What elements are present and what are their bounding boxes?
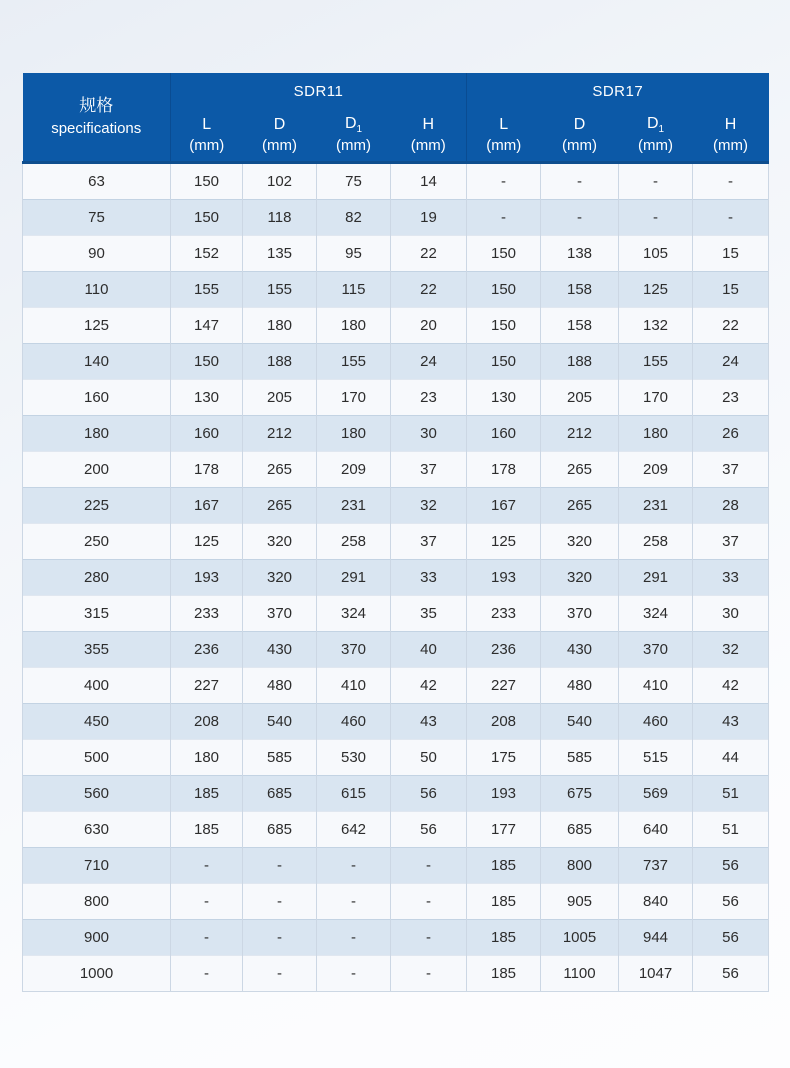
cell-sdr17-d1: 155 [619,344,693,380]
cell-sdr17-l: 150 [467,236,541,272]
table-row [23,380,769,416]
cell-sdr11-h: 42 [391,668,467,704]
spec-cell: 225 [23,488,171,524]
cell-sdr17-d1: 209 [619,452,693,488]
cell-sdr11-h: 24 [391,344,467,380]
cell-sdr11-l: 185 [171,812,243,848]
spec-header-chinese: 规格 [79,95,114,115]
spec-cell: 110 [23,272,171,308]
cell-sdr17-d1: 737 [619,848,693,884]
spec-cell: 400 [23,668,171,704]
cell-sdr11-l: 130 [171,380,243,416]
cell-sdr17-d1: 324 [619,596,693,632]
cell-sdr11-d1: 324 [317,596,391,632]
cell-sdr17-d1: 231 [619,488,693,524]
table-row [23,452,769,488]
cell-sdr11-d1: 95 [317,236,391,272]
cell-sdr17-h: 42 [693,668,769,704]
cell-sdr11-d1: 75 [317,163,391,200]
cell-sdr11-d1: 258 [317,524,391,560]
cell-sdr11-l: 185 [171,776,243,812]
cell-sdr17-l: 125 [467,524,541,560]
table-body [23,163,769,992]
cell-sdr17-d1: 640 [619,812,693,848]
table-row [23,740,769,776]
column-header-sdr17-d: D (mm) [541,109,619,163]
cell-sdr17-d1: 569 [619,776,693,812]
cell-sdr11-l: 160 [171,416,243,452]
cell-sdr17-d: 212 [541,416,619,452]
cell-sdr11-d1: 615 [317,776,391,812]
cell-sdr17-l: 160 [467,416,541,452]
cell-sdr17-l: - [467,163,541,200]
cell-sdr11-l: - [171,848,243,884]
table-row [23,524,769,560]
cell-sdr17-h: 56 [693,848,769,884]
cell-sdr11-d1: 370 [317,632,391,668]
cell-sdr17-h: 44 [693,740,769,776]
cell-sdr17-l: 208 [467,704,541,740]
cell-sdr11-h: - [391,884,467,920]
table-row [23,776,769,812]
cell-sdr17-l: 175 [467,740,541,776]
cell-sdr11-d1: - [317,884,391,920]
cell-sdr17-d1: 258 [619,524,693,560]
table-row [23,596,769,632]
cell-sdr11-h: 35 [391,596,467,632]
cell-sdr17-l: 178 [467,452,541,488]
cell-sdr11-d1: - [317,848,391,884]
cell-sdr17-d1: 125 [619,272,693,308]
cell-sdr17-l: 193 [467,560,541,596]
cell-sdr11-h: 22 [391,272,467,308]
cell-sdr17-d: 675 [541,776,619,812]
cell-sdr11-l: 227 [171,668,243,704]
cell-sdr17-h: 24 [693,344,769,380]
cell-sdr11-h: 19 [391,200,467,236]
cell-sdr17-l: 150 [467,308,541,344]
cell-sdr17-d: 158 [541,308,619,344]
cell-sdr11-d1: 155 [317,344,391,380]
group-header-row [23,73,769,109]
cell-sdr17-d1: 410 [619,668,693,704]
table-row [23,920,769,956]
table-row [23,163,769,200]
cell-sdr11-h: 33 [391,560,467,596]
cell-sdr17-l: 227 [467,668,541,704]
cell-sdr11-l: 155 [171,272,243,308]
cell-sdr11-d: 370 [243,596,317,632]
table-row [23,308,769,344]
cell-sdr17-h: 26 [693,416,769,452]
cell-sdr11-d1: 530 [317,740,391,776]
cell-sdr17-l: 185 [467,884,541,920]
cell-sdr17-h: 22 [693,308,769,344]
cell-sdr17-d: 585 [541,740,619,776]
cell-sdr17-d1: - [619,200,693,236]
cell-sdr17-d: 265 [541,488,619,524]
cell-sdr17-l: 167 [467,488,541,524]
spec-cell: 125 [23,308,171,344]
cell-sdr11-d: - [243,920,317,956]
cell-sdr17-h: 15 [693,236,769,272]
table-header [23,73,769,163]
column-header-sdr11-l: L (mm) [171,109,243,163]
cell-sdr11-h: - [391,920,467,956]
cell-sdr11-l: 125 [171,524,243,560]
cell-sdr11-h: 40 [391,632,467,668]
cell-sdr17-d: 265 [541,452,619,488]
table-row [23,884,769,920]
cell-sdr11-l: 150 [171,200,243,236]
spec-cell: 630 [23,812,171,848]
cell-sdr11-l: 152 [171,236,243,272]
spec-cell: 90 [23,236,171,272]
cell-sdr17-d1: 170 [619,380,693,416]
spec-cell: 250 [23,524,171,560]
cell-sdr11-h: 32 [391,488,467,524]
column-header-sdr11-h: H (mm) [391,109,467,163]
spec-cell: 63 [23,163,171,200]
cell-sdr17-d: 430 [541,632,619,668]
cell-sdr17-h: 56 [693,884,769,920]
spec-cell: 160 [23,380,171,416]
cell-sdr11-h: 56 [391,776,467,812]
cell-sdr11-h: 56 [391,812,467,848]
cell-sdr11-d1: 170 [317,380,391,416]
cell-sdr17-h: - [693,200,769,236]
cell-sdr17-h: - [693,163,769,200]
cell-sdr11-l: 193 [171,560,243,596]
cell-sdr17-d1: 132 [619,308,693,344]
cell-sdr17-d: 320 [541,524,619,560]
table-row [23,668,769,704]
cell-sdr17-l: 185 [467,956,541,992]
cell-sdr17-d: 205 [541,380,619,416]
cell-sdr11-h: - [391,848,467,884]
cell-sdr11-d: 320 [243,560,317,596]
cell-sdr11-l: - [171,920,243,956]
cell-sdr11-l: 208 [171,704,243,740]
cell-sdr17-d1: 1047 [619,956,693,992]
cell-sdr11-d: 205 [243,380,317,416]
spec-cell: 710 [23,848,171,884]
cell-sdr11-d: 585 [243,740,317,776]
cell-sdr11-d: 685 [243,812,317,848]
cell-sdr17-h: 56 [693,920,769,956]
cell-sdr11-d1: 291 [317,560,391,596]
spec-cell: 180 [23,416,171,452]
table-row [23,488,769,524]
cell-sdr11-d1: 642 [317,812,391,848]
cell-sdr11-l: 147 [171,308,243,344]
cell-sdr11-d: 265 [243,488,317,524]
cell-sdr17-d: 540 [541,704,619,740]
column-header-sdr11-d1: $D_1$ (mm) [317,109,391,163]
cell-sdr17-d: 370 [541,596,619,632]
table-row [23,416,769,452]
cell-sdr17-h: 15 [693,272,769,308]
cell-sdr11-h: - [391,956,467,992]
cell-sdr17-d1: 370 [619,632,693,668]
spec-cell: 355 [23,632,171,668]
table-row [23,704,769,740]
spec-cell: 1000 [23,956,171,992]
cell-sdr17-d1: 105 [619,236,693,272]
cell-sdr11-l: 150 [171,344,243,380]
cell-sdr11-d1: - [317,956,391,992]
spec-cell: 280 [23,560,171,596]
cell-sdr11-d1: 460 [317,704,391,740]
table-row [23,848,769,884]
cell-sdr17-d1: 515 [619,740,693,776]
cell-sdr11-d1: 115 [317,272,391,308]
cell-sdr17-h: 56 [693,956,769,992]
table-row [23,632,769,668]
table-row [23,236,769,272]
column-header-sdr17-h: H (mm) [693,109,769,163]
cell-sdr17-h: 37 [693,452,769,488]
cell-sdr11-h: 43 [391,704,467,740]
cell-sdr11-h: 14 [391,163,467,200]
cell-sdr11-d: 180 [243,308,317,344]
cell-sdr11-h: 30 [391,416,467,452]
cell-sdr11-l: 150 [171,163,243,200]
specifications-table-container [22,73,768,992]
cell-sdr17-d1: 944 [619,920,693,956]
cell-sdr11-d: 188 [243,344,317,380]
column-header-sdr17-d1: $D_1$ (mm) [619,109,693,163]
cell-sdr17-h: 51 [693,812,769,848]
group-header-sdr17: SDR17 [467,73,769,109]
table-row [23,812,769,848]
cell-sdr17-h: 33 [693,560,769,596]
table-row [23,200,769,236]
spec-cell: 315 [23,596,171,632]
cell-sdr11-d: 118 [243,200,317,236]
spec-cell: 500 [23,740,171,776]
cell-sdr17-l: 150 [467,272,541,308]
cell-sdr17-l: 177 [467,812,541,848]
cell-sdr11-h: 20 [391,308,467,344]
spec-header-english: specifications [51,120,142,138]
cell-sdr11-l: 233 [171,596,243,632]
cell-sdr11-d: 685 [243,776,317,812]
cell-sdr17-d: 138 [541,236,619,272]
cell-sdr11-d1: 82 [317,200,391,236]
spec-cell: 75 [23,200,171,236]
cell-sdr11-h: 22 [391,236,467,272]
cell-sdr11-l: 178 [171,452,243,488]
cell-sdr11-h: 50 [391,740,467,776]
cell-sdr17-l: 236 [467,632,541,668]
cell-sdr17-d1: 180 [619,416,693,452]
cell-sdr11-d: 265 [243,452,317,488]
column-header-sdr11-d: D (mm) [243,109,317,163]
cell-sdr17-h: 32 [693,632,769,668]
cell-sdr11-d: 135 [243,236,317,272]
cell-sdr11-d: 212 [243,416,317,452]
cell-sdr11-d: - [243,884,317,920]
spec-cell: 140 [23,344,171,380]
cell-sdr17-d: 188 [541,344,619,380]
spec-cell: 200 [23,452,171,488]
cell-sdr17-l: 185 [467,848,541,884]
cell-sdr11-d1: 180 [317,308,391,344]
cell-sdr17-d: 320 [541,560,619,596]
table-row [23,956,769,992]
spec-cell: 450 [23,704,171,740]
cell-sdr11-d1: 231 [317,488,391,524]
cell-sdr17-h: 51 [693,776,769,812]
cell-sdr17-d: 800 [541,848,619,884]
spec-cell: 800 [23,884,171,920]
spec-cell: 560 [23,776,171,812]
cell-sdr17-l: - [467,200,541,236]
cell-sdr11-d: 102 [243,163,317,200]
cell-sdr11-h: 23 [391,380,467,416]
cell-sdr11-d1: 209 [317,452,391,488]
spec-cell: 900 [23,920,171,956]
cell-sdr17-h: 23 [693,380,769,416]
cell-sdr17-h: 30 [693,596,769,632]
cell-sdr17-l: 233 [467,596,541,632]
cell-sdr17-h: 37 [693,524,769,560]
cell-sdr17-l: 193 [467,776,541,812]
cell-sdr17-d: 1005 [541,920,619,956]
cell-sdr17-h: 43 [693,704,769,740]
group-header-sdr11: SDR11 [171,73,467,109]
cell-sdr17-d: 685 [541,812,619,848]
table-row [23,344,769,380]
cell-sdr11-l: - [171,956,243,992]
cell-sdr11-h: 37 [391,452,467,488]
cell-sdr17-d1: - [619,163,693,200]
cell-sdr11-d: 480 [243,668,317,704]
cell-sdr11-d: 540 [243,704,317,740]
table-row [23,272,769,308]
cell-sdr17-d: 158 [541,272,619,308]
cell-sdr11-l: 167 [171,488,243,524]
cell-sdr17-d1: 840 [619,884,693,920]
cell-sdr17-d: - [541,200,619,236]
cell-sdr17-d: 905 [541,884,619,920]
cell-sdr11-d: - [243,848,317,884]
cell-sdr11-d1: 410 [317,668,391,704]
cell-sdr11-l: 180 [171,740,243,776]
cell-sdr17-h: 28 [693,488,769,524]
cell-sdr17-d1: 291 [619,560,693,596]
cell-sdr17-l: 130 [467,380,541,416]
cell-sdr17-d1: 460 [619,704,693,740]
spec-column-header [23,73,171,163]
cell-sdr17-d: 480 [541,668,619,704]
cell-sdr17-l: 185 [467,920,541,956]
cell-sdr17-d: 1100 [541,956,619,992]
cell-sdr11-d: 430 [243,632,317,668]
cell-sdr11-l: 236 [171,632,243,668]
column-header-sdr17-l: L (mm) [467,109,541,163]
specifications-table [22,73,769,992]
table-row [23,560,769,596]
cell-sdr11-d: - [243,956,317,992]
cell-sdr17-l: 150 [467,344,541,380]
cell-sdr17-d: - [541,163,619,200]
cell-sdr11-d: 320 [243,524,317,560]
cell-sdr11-d1: 180 [317,416,391,452]
cell-sdr11-l: - [171,884,243,920]
cell-sdr11-h: 37 [391,524,467,560]
cell-sdr11-d: 155 [243,272,317,308]
cell-sdr11-d1: - [317,920,391,956]
